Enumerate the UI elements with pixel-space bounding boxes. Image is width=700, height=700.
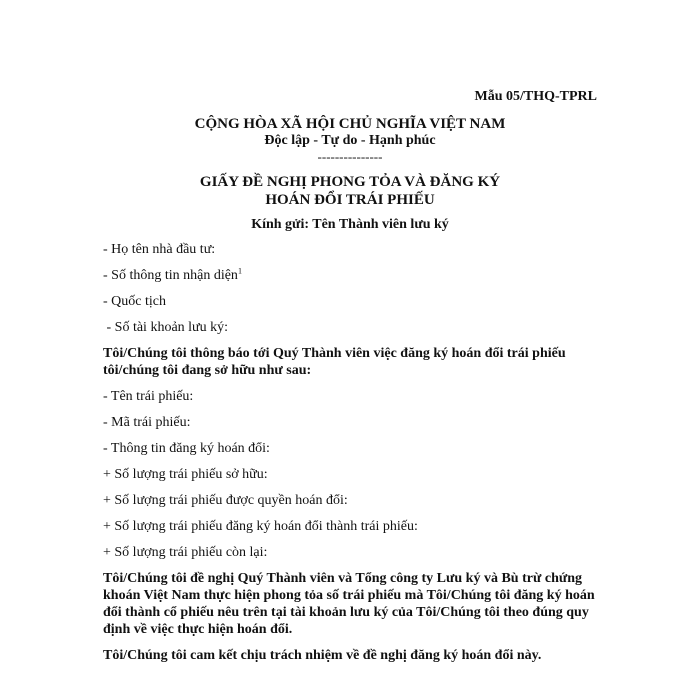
bond-code-field: - Mã trái phiếu:	[103, 415, 191, 430]
commitment-paragraph: Tôi/Chúng tôi cam kết chịu trách nhiệm về đề nghị đăng ký hoán đổi này.	[103, 648, 542, 663]
swap-info-field: - Thông tin đăng ký hoán đổi:	[103, 441, 270, 456]
investor-name-field: - Họ tên nhà đầu tư:	[103, 242, 216, 257]
footnote-marker: 1	[237, 266, 242, 276]
custody-account-field: - Số tài khoản lưu ký:	[103, 320, 229, 335]
national-motto: Độc lập - Tự do - Hạnh phúc	[264, 133, 436, 148]
qty-eligible-field: + Số lượng trái phiếu được quyền hoán đổi:	[103, 493, 348, 508]
bond-name-field: - Tên trái phiếu:	[103, 389, 194, 404]
national-header	[0, 115, 700, 165]
title-line-1: GIẤY ĐỀ NGHỊ PHONG TỎA VÀ ĐĂNG KÝ	[199, 174, 501, 190]
nation-name: CỘNG HÒA XÃ HỘI CHỦ NGHĨA VIỆT NAM	[194, 116, 506, 132]
document-body	[103, 241, 599, 673]
qty-owned-field: + Số lượng trái phiếu sở hữu:	[103, 467, 268, 482]
request-paragraph: Tôi/Chúng tôi đề nghị Quý Thành viên và Tổng công ty Lưu ký và Bù trừ chứng khoán Việt Nam thực hiện phong tỏa số trái phiếu mà Tôi/Chúng tôi đăng ký hoán đổi thành cổ phiếu nêu trên tại tài khoản lưu ký của Tôi/Chúng tôi theo đúng quy định về việc thực hiện hoán đổi.	[103, 571, 595, 637]
id-number-label: - Số thông tin nhận diện	[103, 268, 238, 283]
header-separator: ---------------	[317, 149, 383, 164]
addressee: Kính gửi: Tên Thành viên lưu ký	[251, 217, 449, 232]
qty-registered-field: + Số lượng trái phiếu đăng ký hoán đổi thành trái phiếu:	[103, 519, 418, 534]
nationality-field: - Quốc tịch	[103, 294, 166, 309]
notice-paragraph: Tôi/Chúng tôi thông báo tới Quý Thành viên việc đăng ký hoán đổi trái phiếu tôi/chúng tôi đang sở hữu như sau:	[103, 346, 566, 378]
document-title	[0, 173, 700, 209]
form-code: Mẫu 05/THQ-TPRL	[474, 89, 597, 104]
id-number-field	[103, 267, 599, 285]
title-line-2: HOÁN ĐỔI TRÁI PHIẾU	[265, 192, 435, 208]
qty-remaining-field: + Số lượng trái phiếu còn lại:	[103, 545, 268, 560]
